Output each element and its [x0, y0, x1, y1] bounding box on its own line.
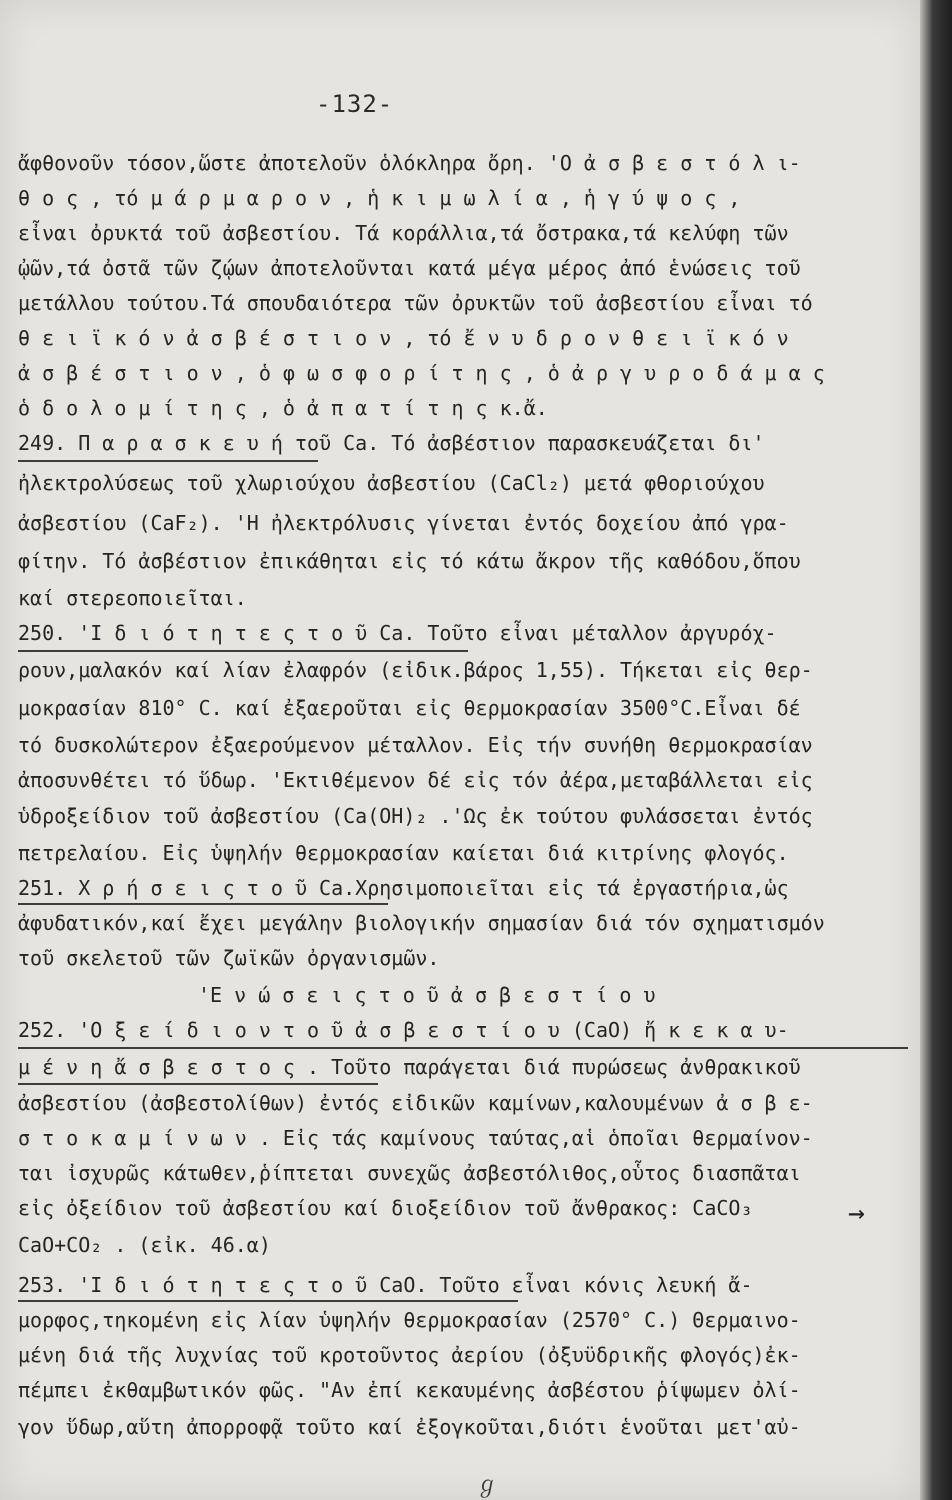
text-line: πέμπει ἐκθαμβωτικόν φῶς. "Αν ἐπί κεκαυμένης ἀσβέστου ῥίψωμεν ὀλί- [18, 1378, 801, 1402]
text-line: τοῦ σκελετοῦ τῶν ζωϊκῶν ὀργανισμῶν. [18, 946, 440, 970]
text-line: θ ο ς , τό μ ά ρ μ α ρ ο ν , ἡ κ ι μ ω λ ί α , ἡ γ ύ ψ ο ς , [18, 186, 741, 210]
text-line: ᾠῶν,τά ὀστᾶ τῶν ζῴων ἀποτελοῦνται κατά μέγα μέρος ἀπό ἑνώσεις τοῦ [18, 256, 801, 280]
text-line: ἀποσυνθέτει τό ὕδωρ. 'Εκτιθέμενον δέ εἰς τόν ἀέρα,μεταβάλλεται εἰς [18, 768, 813, 792]
underline [18, 903, 388, 905]
underline [18, 1083, 378, 1085]
underline [18, 1300, 518, 1302]
section-249-heading-line: 249. Π α ρ α σ κ ε υ ή τοῦ Ca. Τό ἀσβέστιον παρασκευάζεται δι' [18, 431, 765, 455]
text-line: σ τ ο κ α μ ί ν ω ν . Εἰς τάς καμίνους ταύτας,αἱ ὁποῖαι θερμαίνον- [18, 1126, 813, 1150]
scan-edge [920, 0, 952, 1500]
equation-line: CaO+CO₂ . (εἰκ. 46.α) [18, 1233, 271, 1257]
underline [18, 650, 468, 652]
text-line: ἠλεκτρολύσεως τοῦ χλωριούχου ἀσβεστίου (CaCl₂) μετά φθοριούχου [18, 471, 765, 495]
text-line: μένη διά τῆς λυχνίας τοῦ κροτοῦντος ἀερίου (ὀξυϋδρικῆς φλογός)ἐκ- [18, 1343, 801, 1367]
text-line: μετάλλου τούτου.Τά σπουδαιότερα τῶν ὀρυκτῶν τοῦ ἀσβεστίου εἶναι τό [18, 291, 813, 315]
text-line: ὑδροξείδιον τοῦ ἀσβεστίου (Ca(OH)₂ .'Ως ἐκ τούτου φυλάσσεται ἐντός [18, 804, 813, 828]
text-line: φίτην. Τό ἀσβέστιον ἐπικάθηται εἰς τό κάτω ἄκρον τῆς καθόδου,ὅπου [18, 549, 801, 573]
page-number: -132- [316, 90, 394, 118]
section-251-heading-line: 251. Χ ρ ή σ ε ι ς τ ο ῦ Ca.Χρησιμοποιεῖται εἰς τά ἐργαστήρια,ὡς [18, 876, 789, 900]
text-line: εἰς ὀξείδιον τοῦ ἀσβεστίου καί διοξείδιον τοῦ ἄνθρακος: CaCO₃ [18, 1196, 753, 1220]
text-line: ἀσβεστίου (ἀσβεστολίθων) ἐντός εἰδικῶν καμίνων,καλουμένων ἀ σ β ε- [18, 1091, 813, 1115]
text-line: καί στερεοποιεῖται. [18, 586, 247, 610]
underline [18, 460, 318, 462]
text-line: μοκρασίαν 810° C. καί ἐξαεροῦται εἰς θερμοκρασίαν 3500°C.Εἶναι δέ [18, 696, 801, 720]
text-line: εἶναι ὀρυκτά τοῦ ἀσβεστίου. Τά κοράλλια,τά ὄστρακα,τά κελύφη τῶν [18, 221, 789, 245]
text-line: τό δυσκολώτερον ἐξαερούμενον μέταλλον. Εἰς τήν συνήθη θερμοκρασίαν [18, 733, 813, 757]
text-line: ται ἰσχυρῶς κάτωθεν,ῥίπτεται συνεχῶς ἀσβεστόλιθος,οὗτος διασπᾶται [18, 1161, 801, 1185]
underline [18, 1047, 908, 1049]
text-line: μ έ ν η ἄ σ β ε σ τ ο ς . Τοῦτο παράγεται διά πυρώσεως ἀνθρακικοῦ [18, 1055, 801, 1079]
text-line: μορφος,τηκομένη εἰς λίαν ὑψηλήν θερμοκρασίαν (2570° C.) Θερμαινο- [18, 1308, 801, 1332]
arrow-icon: → [848, 1196, 865, 1229]
text-line: ἀ σ β έ σ τ ι ο ν , ὁ φ ω σ φ ο ρ ί τ η ς , ὁ ἀ ρ γ υ ρ ο δ ά μ α ς [18, 361, 825, 385]
section-252-heading-line: 252. 'Ο ξ ε ί δ ι ο ν τ ο ῦ ἀ σ β ε σ τ ί ο υ (CaO) ἤ κ ε κ α υ- [18, 1018, 789, 1042]
text-line: ἄφθονοῦν τόσον,ὥστε ἀποτελοῦν ὁλόκληρα ὄρη. 'Ο ἀ σ β ε σ τ ό λ ι- [18, 151, 801, 175]
section-250-heading-line: 250. 'Ι δ ι ό τ η τ ε ς τ ο ῦ Ca. Τοῦτο εἶναι μέταλλον ἀργυρόχ- [18, 621, 777, 645]
subheading: 'Ε ν ώ σ ε ι ς τ ο ῦ ἀ σ β ε σ τ ί ο υ [198, 983, 656, 1007]
text-line: ρουν,μαλακόν καί λίαν ἐλαφρόν (εἰδικ.βάρος 1,55). Τήκεται εἰς θερ- [18, 658, 813, 682]
text-line: ἀφυδατικόν,καί ἔχει μεγάλην βιολογικήν σημασίαν διά τόν σχηματισμόν [18, 911, 825, 935]
text-line: γον ὕδωρ,αὕτη ἀπορροφᾷ τοῦτο καί ἐξογκοῦται,διότι ἑνοῦται μετ'αὐ- [18, 1415, 801, 1439]
text-line: θ ε ι ϊ κ ό ν ἀ σ β έ σ τ ι ο ν , τό ἔ ν υ δ ρ ο ν θ ε ι ϊ κ ό ν [18, 326, 789, 350]
text-line: ὁ δ ο λ ο μ ί τ η ς , ὁ ἀ π α τ ί τ η ς κ.ἄ. [18, 396, 548, 420]
footer-mark: ℊ [476, 1473, 499, 1498]
text-line: πετρελαίου. Εἰς ὑψηλήν θερμοκρασίαν καίεται διά κιτρίνης φλογός. [18, 841, 789, 865]
text-line: ἀσβεστίου (CaF₂). 'Η ἠλεκτρόλυσις γίνεται ἐντός δοχείου ἀπό γρα- [18, 511, 789, 535]
section-253-heading-line: 253. 'Ι δ ι ό τ η τ ε ς τ ο ῦ CaO. Τοῦτο εἶναι κόνις λευκή ἄ- [18, 1273, 753, 1297]
